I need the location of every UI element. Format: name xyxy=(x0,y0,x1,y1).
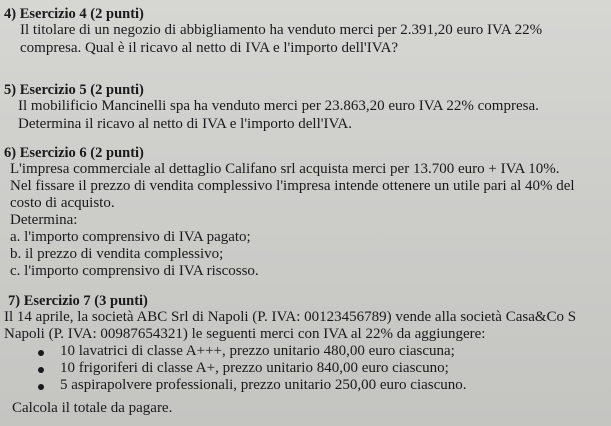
exercise-4-heading: 4) Esercizio 4 (2 punti) xyxy=(4,6,144,22)
exercise-6-heading: 6) Esercizio 6 (2 punti) xyxy=(4,145,144,161)
exercise-5-heading: 5) Esercizio 5 (2 punti) xyxy=(4,82,144,98)
bullet-icon xyxy=(38,384,44,390)
exercise-6-item-a: a. l'importo comprensivo di IVA pagato; xyxy=(10,229,251,245)
exercise-7-bullet-1: 10 lavatrici di classe A+++, prezzo unitario 480,00 euro ciascuna; xyxy=(60,343,455,359)
exercise-7-bullet-2: 10 frigoriferi di classe A+, prezzo unitario 840,00 euro ciascuno; xyxy=(60,360,449,376)
exercise-6-item-c: c. l'importo comprensivo di IVA riscosso. xyxy=(10,263,259,279)
exercise-4-text-line-1: Il titolare di un negozio di abbigliamento ha venduto merci per 2.391,20 euro IVA 22% xyxy=(20,22,543,38)
exercise-7-closing: Calcola il totale da pagare. xyxy=(12,400,173,416)
bullet-icon xyxy=(38,367,44,373)
exercise-6-item-b: b. il prezzo di vendita complessivo; xyxy=(10,246,224,262)
exercise-6-determina-label: Determina: xyxy=(10,212,78,228)
exercise-6-text-line-2: Nel fissare il prezzo di vendita complessivo l'impresa intende ottenere un utile pari al 40% del xyxy=(10,178,575,194)
exercise-7-heading: 7) Esercizio 7 (3 punti) xyxy=(8,293,148,309)
exercise-4-text-line-2: compresa. Qual è il ricavo al netto di IVA e l'importo dell'IVA? xyxy=(20,40,399,56)
exercise-5-text-line-2: Determina il ricavo al netto di IVA e l'importo dell'IVA. xyxy=(18,116,352,132)
bullet-icon xyxy=(38,350,44,356)
exercise-7-text-line-1: Il 14 aprile, la società ABC Srl di Napoli (P. IVA: 00123456789) vende alla società Casa&Co S xyxy=(4,309,577,325)
exercise-6-text-line-1: L'impresa commerciale al dettaglio Califano srl acquista merci per 13.700 euro + IVA 10%. xyxy=(10,161,560,177)
exercise-7-bullet-3: 5 aspirapolvere professionali, prezzo unitario 250,00 euro ciascuno. xyxy=(60,377,467,393)
exercise-6-text-line-3: costo di acquisto. xyxy=(10,195,115,211)
exercise-5-text-line-1: Il mobilificio Mancinelli spa ha venduto merci per 23.863,20 euro IVA 22% compresa. xyxy=(18,98,539,114)
exercise-7-text-line-2: Napoli (P. IVA: 00987654321) le seguenti merci con IVA al 22% da aggiungere: xyxy=(4,326,486,342)
